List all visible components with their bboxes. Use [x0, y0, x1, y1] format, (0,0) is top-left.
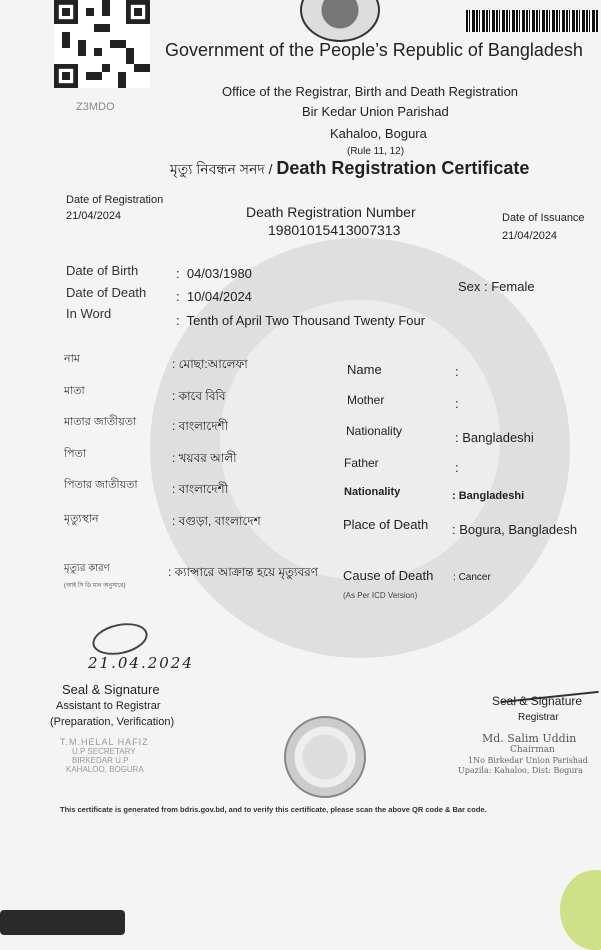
sex-value: Sex : Female — [458, 279, 535, 294]
bn-cause-value: : ক্যান্সারে আক্রান্ত হয়ে মৃত্যুবরণ — [168, 565, 319, 579]
en-mother-label: Mother — [347, 393, 385, 407]
dod-value: : 10/04/2024 — [176, 289, 252, 304]
government-seal — [300, 0, 380, 42]
bn-mother-value: : কাবে বিবি — [172, 389, 226, 403]
bn-name-label: নাম — [64, 353, 80, 365]
registrar-org: 1No Birkedar Union Parishad — [468, 756, 588, 765]
barcode — [466, 10, 598, 32]
union-name: Bir Kedar Union Parishad — [302, 104, 449, 119]
bn-name-value: : মোছা:আলেফা — [172, 357, 248, 371]
stamp-location: KAHALOO, BOGURA — [66, 765, 144, 774]
bn-cause-note: (আই সি ডি মান অনুসারে) — [64, 583, 126, 589]
stamp-name: T.M.HELAL HAFIZ — [60, 737, 149, 747]
left-seal-label: Seal & Signature — [62, 682, 160, 697]
en-father-label: Father — [344, 456, 379, 470]
photo-edge-shadow — [0, 910, 125, 935]
bn-place-value: : বগুড়া, বাংলাদেশ — [172, 514, 261, 528]
registration-number-value: 19801015413007313 — [268, 222, 401, 238]
qr-code — [54, 0, 150, 88]
rule-ref: (Rule 11, 12) — [347, 146, 405, 157]
office-title: Office of the Registrar, Birth and Death Registration — [222, 84, 519, 99]
stamp-title: U.P SECRETARY — [72, 747, 136, 756]
issuance-date-value: 21/04/2024 — [502, 230, 558, 242]
issuance-date-label: Date of Issuance — [502, 212, 585, 224]
dob-value: : 04/03/1980 — [176, 266, 252, 281]
certificate-title — [170, 158, 529, 182]
bn-father-label: পিতা — [64, 448, 87, 460]
photo-edge-blob — [560, 870, 601, 950]
en-cause-label: Cause of Death — [343, 568, 434, 583]
dod-label: Date of Death — [66, 285, 147, 300]
verification-footer: This certificate is generated from bdris.gov.bd, and to verify this certificate, please scan the above QR code & Bar code. — [60, 805, 487, 814]
bn-father-value: : খয়বর আলী — [172, 451, 237, 465]
signature-date: 21.04.2024 — [88, 654, 194, 672]
bn-cause-label: মৃত্যুর কারণ — [64, 563, 110, 574]
en-name-value: : — [455, 364, 459, 379]
left-role-detail: (Preparation, Verification) — [50, 716, 175, 728]
en-name-label: Name — [347, 362, 382, 377]
right-role-label: Registrar — [518, 712, 559, 723]
stamp-union: BIRKEDAR U.P — [72, 756, 129, 765]
registrar-title: Chairman — [510, 745, 555, 755]
registrar-name: Md. Salim Uddin — [482, 732, 577, 745]
bn-mother-label: মাতা — [64, 385, 85, 397]
dob-label: Date of Birth — [66, 263, 139, 278]
bn-father-nationality-value: : বাংলাদেশী — [172, 482, 229, 496]
registration-number-label: Death Registration Number — [246, 204, 416, 220]
right-seal-label: Seal & Signature — [492, 694, 583, 708]
bn-mother-nationality-label: মাতার জাতীয়তা — [64, 416, 137, 428]
qr-label: Z3MDO — [76, 101, 115, 113]
location: Kahaloo, Bogura — [330, 126, 427, 141]
title-english: Death Registration Certificate — [276, 158, 530, 178]
en-mother-nationality-label: Nationality — [346, 424, 403, 438]
union-parishad-stamp — [284, 716, 366, 798]
bn-mother-nationality-value: : বাংলাদেশী — [172, 419, 229, 433]
bn-place-label: মৃত্যুস্থান — [64, 513, 99, 525]
registration-date-label: Date of Registration — [66, 194, 164, 206]
bn-father-nationality-label: পিতার জাতীয়তা — [64, 479, 138, 491]
en-mother-nationality-value: : Bangladeshi — [455, 430, 534, 445]
title-bangla: মৃত্যু নিবন্ধন সনদ / — [170, 161, 277, 177]
registrar-area: Upazila: Kahaloo, Dist: Bogura — [458, 766, 584, 775]
en-place-value: : Bogura, Bangladesh — [452, 522, 578, 537]
en-father-nationality-value: : Bangladeshi — [452, 490, 525, 502]
en-place-label: Place of Death — [343, 517, 429, 532]
inword-label: In Word — [66, 306, 112, 321]
en-father-value: : — [455, 460, 459, 475]
left-role-label: Assistant to Registrar — [56, 700, 161, 712]
registration-date-value: 21/04/2024 — [66, 210, 122, 222]
en-mother-value: : — [455, 396, 459, 411]
en-father-nationality-label: Nationality — [344, 486, 401, 498]
en-cause-note: (As Per ICD Version) — [343, 591, 418, 600]
en-cause-value: : Cancer — [453, 572, 491, 583]
inword-value: : Tenth of April Two Thousand Twenty Four — [176, 313, 426, 328]
country-title: Government of the People’s Republic of Bangladesh — [165, 40, 583, 60]
